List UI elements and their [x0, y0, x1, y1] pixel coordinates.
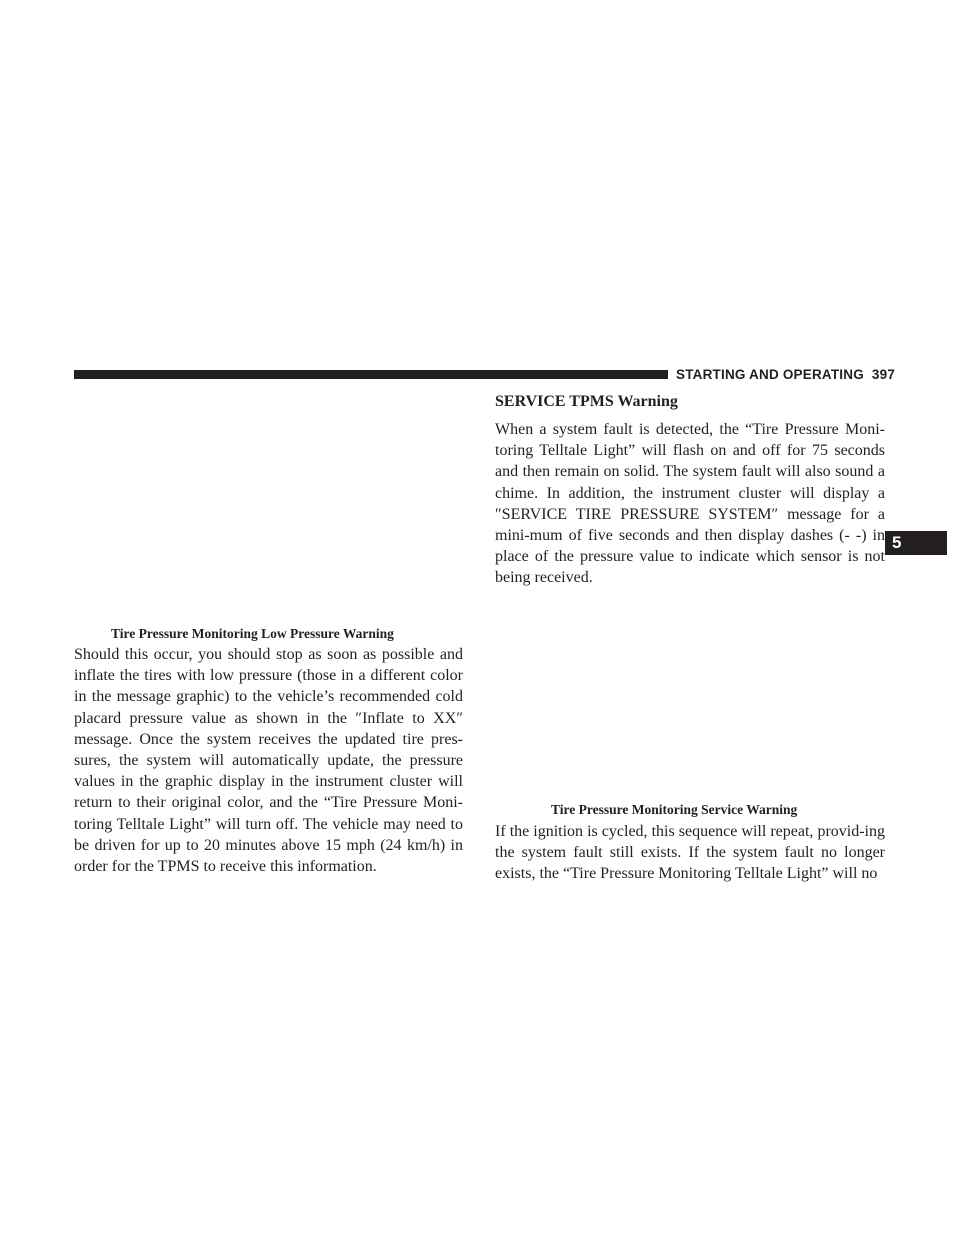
running-header [676, 367, 895, 383]
low-pressure-paragraph: Should this occur, you should stop as soon as possible and inflate the tires with low pressure (those in a different color in the message graphic) to the vehicle’s recommended cold placard pressure value as shown in the ″Inflate to XX″ message. Once the system receives the updated tire pres-sures, the system will automatically update, the pressure values in the graphic display in the instrument cluster will return to their original color, and the “Tire Pressure Moni-toring Telltale Light” will turn off. The vehicle may need to be driven for up to 20 minutes above 15 mph (24 km/h) in order for the TPMS to receive this information. [74, 646, 463, 876]
ignition-cycle-paragraph: If the ignition is cycled, this sequence will repeat, provid-ing the system fault still exists. If the system fault no longer exists, the “Tire Pressure Monitoring Telltale Light” will no [495, 823, 885, 883]
header-section-title: STARTING AND OPERATING [676, 367, 864, 382]
chapter-tab: 5 [885, 531, 947, 555]
service-warning-figure-area [495, 575, 885, 797]
low-pressure-figure-caption: Tire Pressure Monitoring Low Pressure Warning [111, 626, 394, 641]
low-pressure-figure-area [74, 390, 463, 620]
service-tpms-paragraph: When a system fault is detected, the “Tire Pressure Moni-toring Telltale Light” will flash on and off for 75 seconds and then remain on solid. The system fault will also sound a chime. In addition, the instrument cluster will display a ″SERVICE TIRE PRESSURE SYSTEM″ message for a mini-mum of five seconds and then display dashes (- -) in place of the pressure value to indicate which sensor is not being received. [495, 421, 885, 587]
page-number: 397 [871, 367, 896, 382]
header-rule [74, 370, 668, 379]
service-warning-figure-caption: Tire Pressure Monitoring Service Warning [551, 802, 798, 817]
service-tpms-heading: SERVICE TPMS Warning [495, 393, 678, 410]
